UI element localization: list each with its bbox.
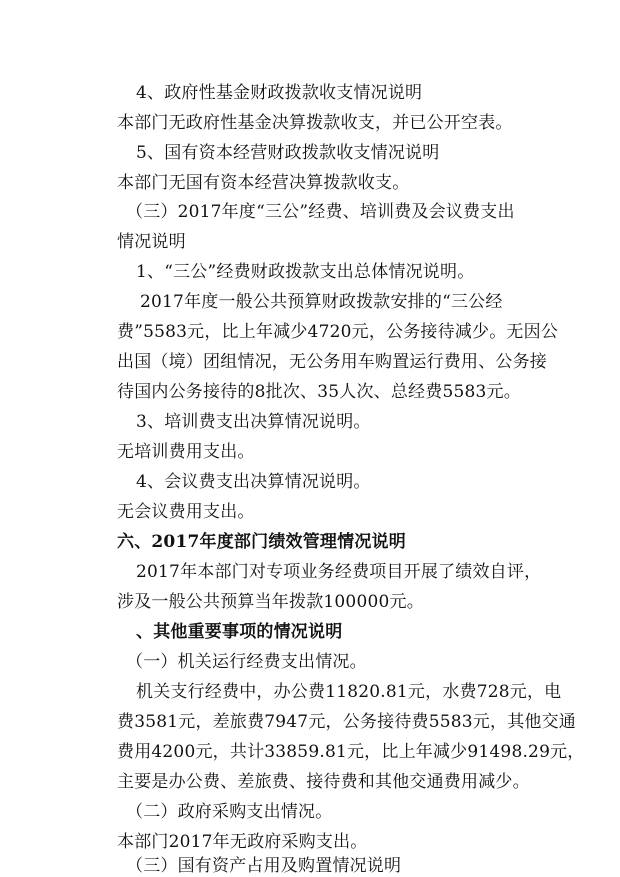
text-line: 费用4200元，共计33859.81元，比上年减少91498.29元， (117, 742, 585, 762)
text-line: （三）国有资产占用及购置情况说明 (126, 856, 402, 876)
text-line: 无会议费用支出。 (117, 502, 255, 522)
text-line: 费3581元，差旅费7947元，公务接待费5583元，其他交通 (117, 712, 576, 732)
text-line: 2017年本部门对专项业务经费项目开展了绩效自评， (136, 562, 542, 582)
text-line: 本部门2017年无政府采购支出。 (117, 832, 368, 852)
text-line: 无培训费用支出。 (117, 442, 255, 462)
text-line: （三）2017年度“三公”经费、培训费及会议费支出 (126, 202, 515, 222)
text-line: 本部门无国有资本经营决算拨款收支。 (117, 173, 410, 193)
text-line: 费”5583元，比上年减少4720元，公务接待减少。无因公 (117, 322, 559, 342)
text-line: 待国内公务接待的8批次、35人次、总经费5583元。 (117, 382, 521, 402)
section-heading: 六、2017年度部门绩效管理情况说明 (117, 532, 406, 552)
text-line: 主要是办公费、差旅费、接待费和其他交通费用减少。 (117, 772, 530, 792)
section-heading: 、其他重要事项的情况说明 (136, 622, 343, 642)
text-line: 4、政府性基金财政拨款收支情况说明 (136, 83, 423, 103)
text-line: 情况说明 (117, 232, 186, 252)
text-line: 本部门无政府性基金决算拨款收支，并已公开空表。 (117, 113, 513, 133)
text-line: 3、培训费支出决算情况说明。 (136, 412, 371, 432)
text-line: 涉及一般公共预算当年拨款100000元。 (117, 592, 424, 612)
text-line: 2017年度一般公共预算财政拨款安排的“三公经 (140, 292, 503, 312)
text-line: 1、“三公”经费财政拨款支出总体情况说明。 (136, 262, 475, 282)
text-line: 出国（境）团组情况，无公务用车购置运行费用、公务接 (117, 352, 547, 372)
text-line: 机关支行经费中，办公费11820.81元，水费728元，电 (136, 682, 562, 702)
text-line: （一）机关运行经费支出情况。 (126, 652, 367, 672)
text-line: 4、会议费支出决算情况说明。 (136, 472, 371, 492)
text-line: （二）政府采购支出情况。 (126, 802, 333, 822)
text-line: 5、国有资本经营财政拨款收支情况说明 (136, 143, 440, 163)
